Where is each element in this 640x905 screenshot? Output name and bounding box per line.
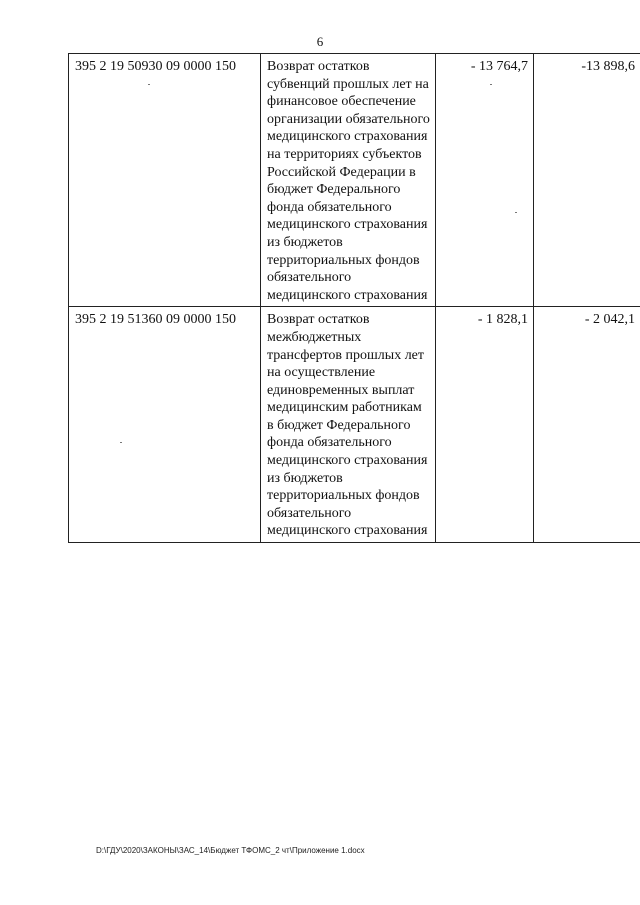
- amount-cell-2: -13 898,6: [534, 54, 640, 307]
- budget-table: [68, 53, 640, 543]
- scan-speck: [148, 84, 150, 85]
- amount-cell-1: - 1 828,1: [436, 307, 534, 543]
- description-cell: Возврат остатков субвенций прошлых лет на финансовое обеспечение организации обязательного медицинского страхования на территориях субъектов Российской Федерации в бюджет Федерального фонда обязательного медицинского страхования из бюджетов территориальных фондов обязательного медицинского страхования: [261, 54, 436, 307]
- table-row: [69, 307, 640, 543]
- amount-cell-1: - 13 764,7: [436, 54, 534, 307]
- budget-code-cell: 395 2 19 50930 09 0000 150: [69, 54, 261, 307]
- scan-speck: [515, 212, 517, 213]
- footer-file-path: D:\ГДУ\2020\ЗАКОНЫ\ЗАС_14\Бюджет ТФОМС_2 чт\Приложение 1.docx: [96, 846, 365, 855]
- budget-code-cell: 395 2 19 51360 09 0000 150: [69, 307, 261, 543]
- description-cell: Возврат остатков межбюджетных трансфертов прошлых лет на осуществление единовременных выплат медицинским работникам в бюджет Федерального фонда обязательного медицинского страхования из бюджетов территориальных фондов обязательного медицинского страхования: [261, 307, 436, 543]
- scan-speck: [490, 84, 492, 85]
- table-row: [69, 54, 640, 307]
- scan-speck: [120, 442, 122, 443]
- page-number: 6: [316, 34, 324, 49]
- amount-cell-2: - 2 042,1: [534, 307, 640, 543]
